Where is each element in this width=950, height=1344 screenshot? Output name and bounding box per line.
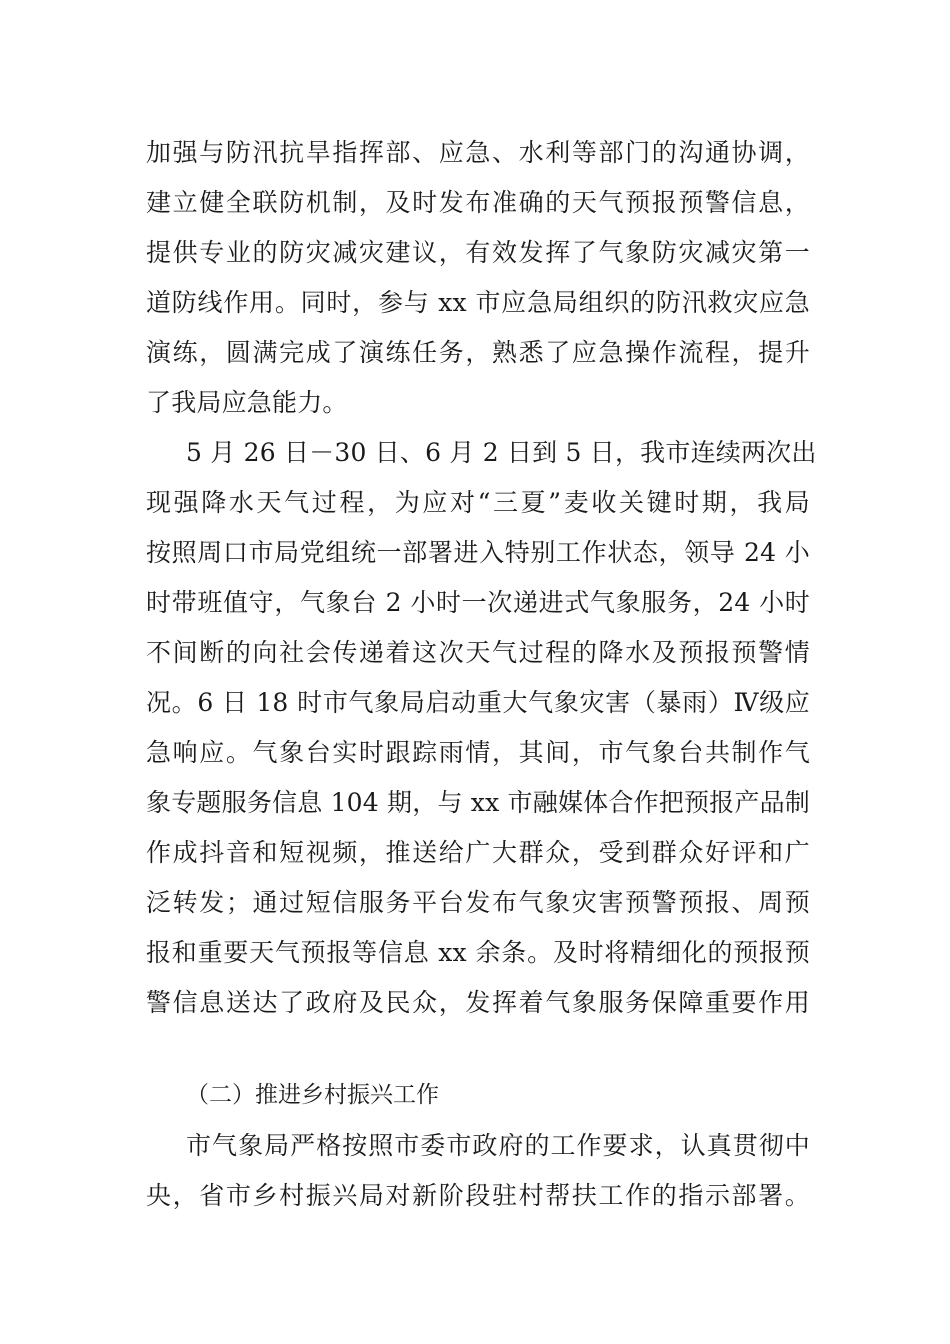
text-line: 警信息送达了政府及民众，发挥着气象服务保障重要作用 xyxy=(146,988,810,1017)
text-line: 报和重要天气预报等信息 xx 余条。及时将精细化的预报预 xyxy=(146,938,810,967)
text-line: 泛转发；通过短信服务平台发布气象灾害预警预报、周预 xyxy=(146,888,810,917)
text-line: 作成抖音和短视频，推送给广大群众，受到群众好评和广 xyxy=(146,838,810,867)
text-line: 况。6 日 18 时市气象局启动重大气象灾害（暴雨）Ⅳ级应 xyxy=(146,688,810,717)
text-line: 不间断的向社会传递着这次天气过程的降水及预报预警情 xyxy=(146,638,810,667)
text-line: 急响应。气象台实时跟踪雨情，其间，市气象台共制作气 xyxy=(146,738,810,767)
text-line: 现强降水天气过程，为应对“三夏”麦收关键时期，我局 xyxy=(146,488,810,517)
text-line: 道防线作用。同时，参与 xx 市应急局组织的防汛救灾应急 xyxy=(146,288,810,317)
text-line: 市气象局严格按照市委市政府的工作要求，认真贯彻中 xyxy=(186,1131,810,1160)
text-line: 时带班值守，气象台 2 小时一次递进式气象服务，24 小时 xyxy=(146,588,810,617)
text-line: 建立健全联防机制，及时发布准确的天气预报预警信息， xyxy=(146,188,810,217)
text-line: 按照周口市局党组统一部署进入特别工作状态，领导 24 小 xyxy=(146,538,810,567)
section-heading: （二）推进乡村振兴工作 xyxy=(186,1082,439,1108)
text-line: 央，省市乡村振兴局对新阶段驻村帮扶工作的指示部署。 xyxy=(146,1181,810,1210)
text-line: 演练，圆满完成了演练任务，熟悉了应急操作流程，提升 xyxy=(146,338,810,367)
text-line: 象专题服务信息 104 期，与 xx 市融媒体合作把预报产品制 xyxy=(146,788,810,817)
text-line: 了我局应急能力。 xyxy=(146,388,348,417)
text-line: 提供专业的防灾减灾建议，有效发挥了气象防灾减灾第一 xyxy=(146,238,810,267)
text-line: 加强与防汛抗旱指挥部、应急、水利等部门的沟通协调， xyxy=(146,138,810,167)
text-line: 5 月 26 日－30 日、6 月 2 日到 5 日，我市连续两次出 xyxy=(186,438,817,467)
